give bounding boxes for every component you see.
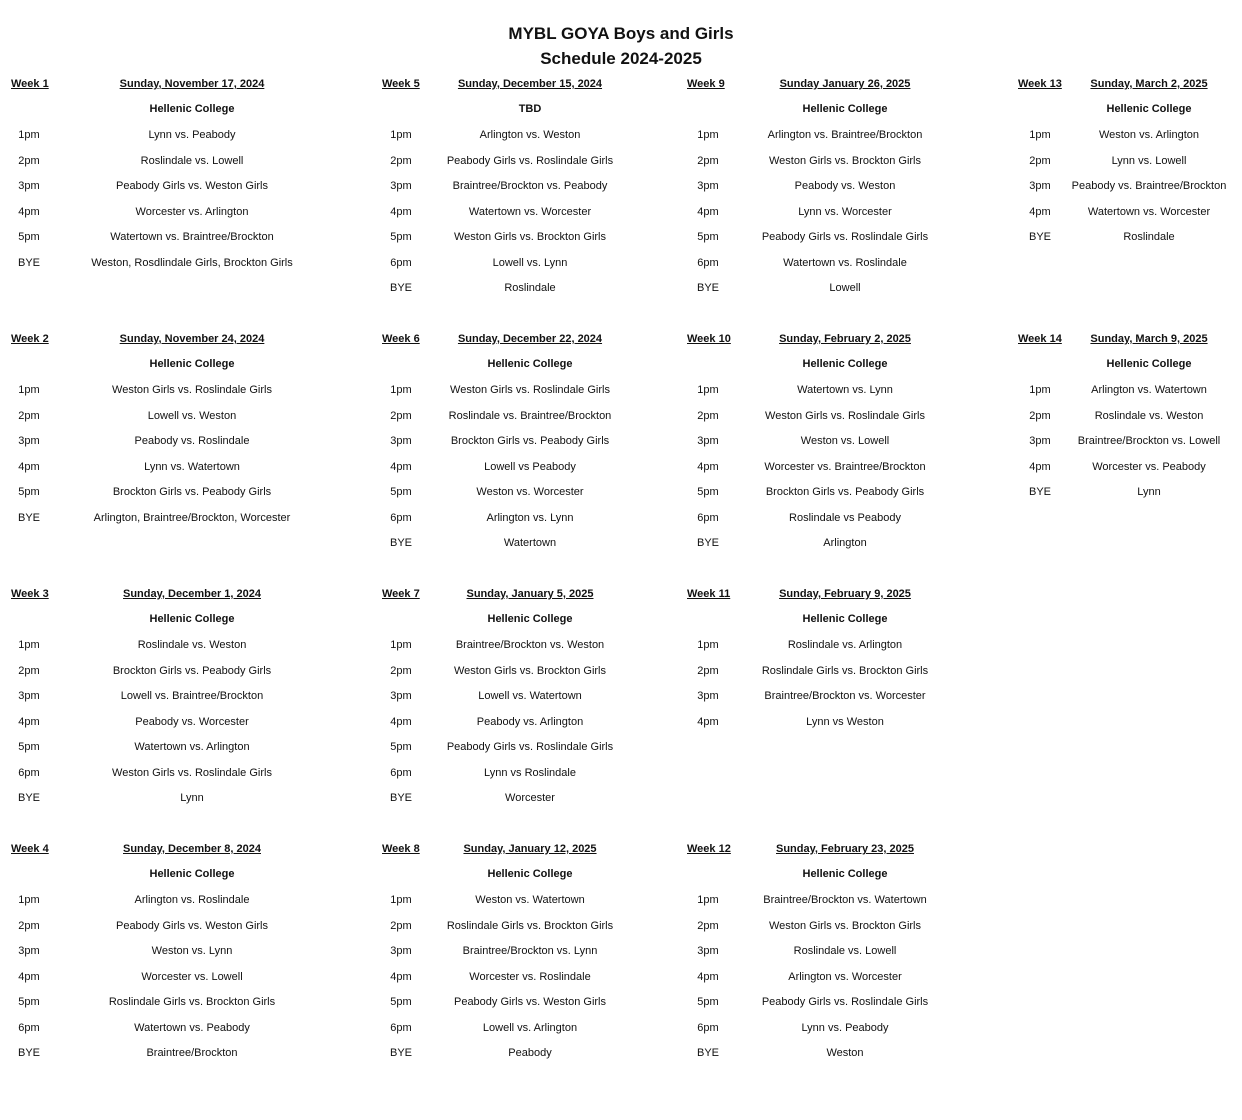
venue-label: Hellenic College <box>149 358 235 370</box>
week-date: Sunday, March 2, 2025 <box>1090 78 1208 90</box>
bye-label: BYE <box>389 792 412 804</box>
game-time: 4pm <box>18 205 40 218</box>
game-matchup: Peabody vs. Weston <box>794 180 896 192</box>
game-matchup: Worcester vs. Lowell <box>141 970 243 983</box>
bye-teams: Lynn <box>1137 486 1161 498</box>
game-time: 5pm <box>390 486 412 498</box>
game-matchup: Arlington vs. Braintree/Brockton <box>767 129 923 141</box>
game-time: 2pm <box>18 154 40 167</box>
game-time: 1pm <box>18 384 40 396</box>
game-time: 6pm <box>390 1021 412 1034</box>
game-matchup: Roslindale vs. Lowell <box>140 154 244 167</box>
bye-label: BYE <box>696 537 719 549</box>
game-matchup: Watertown vs. Arlington <box>134 741 250 753</box>
week-label: Week 8 <box>382 843 420 855</box>
game-time: 6pm <box>390 766 412 779</box>
game-time: 4pm <box>390 970 412 983</box>
bye-teams: Peabody <box>508 1047 552 1059</box>
game-time: 1pm <box>697 129 719 141</box>
bye-label: BYE <box>1028 486 1051 498</box>
game-time: 4pm <box>390 460 412 473</box>
game-time: 5pm <box>697 996 719 1008</box>
bye-teams: Lowell <box>829 282 861 294</box>
game-matchup: Weston Girls vs. Brockton Girls <box>454 231 606 243</box>
venue-label: Hellenic College <box>802 868 888 880</box>
game-time: 1pm <box>697 384 719 396</box>
game-matchup: Lowell vs. Watertown <box>478 690 582 702</box>
game-matchup: Worcester vs. Peabody <box>1092 460 1206 473</box>
bye-teams: Roslindale <box>1123 231 1175 243</box>
week-block <box>0 332 1242 592</box>
bye-label: BYE <box>17 511 40 524</box>
game-matchup: Roslindale vs. Weston <box>137 639 247 651</box>
game-matchup: Peabody Girls vs. Roslindale Girls <box>761 231 929 243</box>
venue-label: Hellenic College <box>1106 358 1192 370</box>
game-time: 1pm <box>697 639 719 651</box>
game-matchup: Arlington vs. Lynn <box>486 511 574 524</box>
game-time: 6pm <box>390 256 412 269</box>
bye-teams: Arlington <box>823 537 867 549</box>
venue-label: Hellenic College <box>149 103 235 115</box>
game-matchup: Weston vs. Arlington <box>1098 129 1200 141</box>
week-label: Week 3 <box>11 588 49 600</box>
week-date: Sunday, November 24, 2024 <box>119 333 265 345</box>
week-date: Sunday, February 23, 2025 <box>776 843 914 855</box>
game-time: 3pm <box>390 180 412 192</box>
game-time: 3pm <box>697 435 719 447</box>
game-matchup: Roslindale vs Peabody <box>789 511 901 524</box>
week-date: Sunday January 26, 2025 <box>779 78 911 90</box>
game-matchup: Brockton Girls vs. Peabody Girls <box>765 486 925 498</box>
game-time: 1pm <box>697 894 719 906</box>
game-time: 2pm <box>697 919 719 932</box>
week-date: Sunday, February 2, 2025 <box>779 333 911 345</box>
game-matchup: Braintree/Brockton vs. Weston <box>455 639 605 651</box>
game-time: 1pm <box>390 894 412 906</box>
game-matchup: Lynn vs. Peabody <box>148 129 236 141</box>
game-time: 2pm <box>697 409 719 422</box>
game-matchup: Braintree/Brockton vs. Lowell <box>1077 435 1221 447</box>
week-label: Week 1 <box>11 78 49 90</box>
game-matchup: Weston vs. Worcester <box>476 486 584 498</box>
schedule-subtitle: Schedule 2024-2025 <box>540 49 702 68</box>
game-matchup: Lowell vs Peabody <box>484 460 576 473</box>
week-date: Sunday, December 1, 2024 <box>123 588 261 600</box>
venue-label: Hellenic College <box>1106 103 1192 115</box>
game-time: 2pm <box>1029 409 1051 422</box>
game-time: 6pm <box>697 1021 719 1034</box>
bye-teams: Arlington, Braintree/Brockton, Worcester <box>93 511 291 524</box>
week-date: Sunday, February 9, 2025 <box>779 588 911 600</box>
game-time: 3pm <box>390 690 412 702</box>
game-matchup: Braintree/Brockton vs. Lynn <box>462 945 598 957</box>
game-matchup: Brockton Girls vs. Peabody Girls <box>112 664 272 677</box>
week-label: Week 14 <box>1018 333 1062 345</box>
week-date: Sunday, March 9, 2025 <box>1090 333 1208 345</box>
game-time: 3pm <box>697 180 719 192</box>
venue-label: Hellenic College <box>149 868 235 880</box>
bye-teams: Watertown <box>503 537 557 549</box>
bye-label: BYE <box>696 282 719 294</box>
game-time: 3pm <box>697 690 719 702</box>
week-label: Week 5 <box>382 78 420 90</box>
game-matchup: Arlington vs. Roslindale <box>134 894 250 906</box>
game-matchup: Weston Girls vs. Brockton Girls <box>769 154 921 167</box>
bye-teams: Worcester <box>505 792 555 804</box>
game-matchup: Arlington vs. Watertown <box>1091 384 1207 396</box>
week-label: Week 9 <box>687 78 725 90</box>
game-matchup: Lynn vs. Peabody <box>801 1021 889 1034</box>
game-time: 3pm <box>390 435 412 447</box>
game-time: 3pm <box>18 945 40 957</box>
game-matchup: Weston vs. Lynn <box>151 945 233 957</box>
game-matchup: Lowell vs. Braintree/Brockton <box>120 690 264 702</box>
schedule-title: MYBL GOYA Boys and Girls <box>508 24 734 43</box>
game-time: 4pm <box>697 715 719 728</box>
game-matchup: Braintree/Brockton vs. Peabody <box>452 180 608 192</box>
game-matchup: Peabody vs. Roslindale <box>134 435 250 447</box>
game-time: 2pm <box>697 154 719 167</box>
game-matchup: Worcester vs. Roslindale <box>469 970 591 983</box>
week-date: Sunday, December 8, 2024 <box>123 843 261 855</box>
game-time: 4pm <box>697 205 719 218</box>
venue-label: Hellenic College <box>487 868 573 880</box>
game-time: 2pm <box>390 409 412 422</box>
game-matchup: Lynn vs. Watertown <box>144 460 240 473</box>
game-matchup: Brockton Girls vs. Peabody Girls <box>450 435 610 447</box>
venue-label: Hellenic College <box>487 358 573 370</box>
game-matchup: Lowell vs. Weston <box>147 409 237 422</box>
game-time: 6pm <box>697 256 719 269</box>
game-matchup: Roslindale Girls vs. Brockton Girls <box>446 919 614 932</box>
game-matchup: Watertown vs. Worcester <box>1087 205 1211 218</box>
venue-label: Hellenic College <box>802 358 888 370</box>
game-matchup: Weston vs. Watertown <box>475 894 585 906</box>
bye-teams: Lynn <box>180 792 204 804</box>
week-date: Sunday, December 22, 2024 <box>457 333 603 345</box>
game-time: 6pm <box>697 511 719 524</box>
game-time: 4pm <box>697 460 719 473</box>
week-block <box>0 77 1242 337</box>
game-time: 2pm <box>390 664 412 677</box>
game-matchup: Peabody Girls vs. Roslindale Girls <box>446 154 614 167</box>
game-time: 4pm <box>1029 205 1051 218</box>
game-matchup: Roslindale Girls vs. Brockton Girls <box>108 996 276 1008</box>
game-time: 3pm <box>18 180 40 192</box>
game-matchup: Watertown vs. Roslindale <box>783 256 907 269</box>
game-matchup: Peabody vs. Worcester <box>135 715 249 728</box>
bye-teams: Roslindale <box>504 282 556 294</box>
game-matchup: Braintree/Brockton vs. Worcester <box>764 690 926 702</box>
game-matchup: Peabody vs. Arlington <box>476 715 584 728</box>
game-time: 1pm <box>390 639 412 651</box>
game-matchup: Braintree/Brockton vs. Watertown <box>763 894 927 906</box>
bye-teams: Weston <box>826 1047 864 1059</box>
game-matchup: Watertown vs. Peabody <box>134 1021 250 1034</box>
game-matchup: Peabody Girls vs. Roslindale Girls <box>761 996 929 1008</box>
venue-label: Hellenic College <box>802 613 888 625</box>
game-time: 1pm <box>18 639 40 651</box>
game-matchup: Roslindale vs. Arlington <box>787 639 903 651</box>
game-time: 5pm <box>18 486 40 498</box>
game-time: 3pm <box>1029 435 1051 447</box>
bye-teams: Weston, Rosdlindale Girls, Brockton Girls <box>91 256 293 269</box>
game-time: 2pm <box>1029 154 1051 167</box>
bye-label: BYE <box>17 256 40 269</box>
game-matchup: Brockton Girls vs. Peabody Girls <box>112 486 272 498</box>
game-time: 4pm <box>697 970 719 983</box>
week-label: Week 10 <box>687 333 731 345</box>
week-block <box>0 842 1242 1102</box>
game-matchup: Worcester vs. Arlington <box>135 205 249 218</box>
game-matchup: Arlington vs. Weston <box>479 129 581 141</box>
week-label: Week 2 <box>11 333 49 345</box>
game-matchup: Worcester vs. Braintree/Brockton <box>764 460 926 473</box>
venue-label: TBD <box>518 103 542 115</box>
bye-label: BYE <box>389 537 412 549</box>
game-time: 5pm <box>18 231 40 243</box>
game-time: 1pm <box>1029 129 1051 141</box>
week-label: Week 12 <box>687 843 731 855</box>
game-time: 2pm <box>18 409 40 422</box>
game-time: 4pm <box>390 205 412 218</box>
game-time: 2pm <box>697 664 719 677</box>
week-label: Week 4 <box>11 843 49 855</box>
week-label: Week 7 <box>382 588 420 600</box>
game-time: 2pm <box>18 919 40 932</box>
game-time: 1pm <box>18 894 40 906</box>
week-date: Sunday, January 12, 2025 <box>463 843 597 855</box>
game-matchup: Peabody Girls vs. Weston Girls <box>453 996 606 1008</box>
venue-label: Hellenic College <box>802 103 888 115</box>
game-time: 2pm <box>390 919 412 932</box>
game-time: 5pm <box>18 741 40 753</box>
game-matchup: Watertown vs. Worcester <box>468 205 592 218</box>
game-matchup: Roslindale vs. Lowell <box>793 945 897 957</box>
game-matchup: Weston Girls vs. Roslindale Girls <box>450 384 610 396</box>
game-time: 1pm <box>1029 384 1051 396</box>
game-time: 2pm <box>18 664 40 677</box>
game-matchup: Arlington vs. Worcester <box>788 970 902 983</box>
week-label: Week 13 <box>1018 78 1062 90</box>
game-matchup: Peabody Girls vs. Weston Girls <box>115 919 268 932</box>
bye-label: BYE <box>696 1047 719 1059</box>
week-date: Sunday, January 5, 2025 <box>466 588 594 600</box>
game-time: 3pm <box>18 435 40 447</box>
game-time: 3pm <box>1029 180 1051 192</box>
bye-label: BYE <box>17 1047 40 1059</box>
game-time: 1pm <box>18 129 40 141</box>
game-matchup: Roslindale Girls vs. Brockton Girls <box>761 664 929 677</box>
venue-label: Hellenic College <box>149 613 235 625</box>
game-time: 1pm <box>390 129 412 141</box>
week-date: Sunday, November 17, 2024 <box>119 78 265 90</box>
game-time: 3pm <box>390 945 412 957</box>
bye-teams: Braintree/Brockton <box>146 1047 238 1059</box>
game-time: 5pm <box>697 231 719 243</box>
game-time: 5pm <box>18 996 40 1008</box>
game-matchup: Weston Girls vs. Roslindale Girls <box>765 409 925 422</box>
game-matchup: Weston Girls vs. Roslindale Girls <box>112 384 272 396</box>
bye-label: BYE <box>389 1047 412 1059</box>
game-matchup: Lowell vs. Arlington <box>482 1021 578 1034</box>
week-label: Week 6 <box>382 333 420 345</box>
game-time: 3pm <box>697 945 719 957</box>
game-matchup: Lowell vs. Lynn <box>492 256 568 269</box>
game-time: 5pm <box>390 996 412 1008</box>
week-date: Sunday, December 15, 2024 <box>457 78 603 90</box>
game-matchup: Peabody vs. Braintree/Brockton <box>1071 180 1227 192</box>
game-matchup: Weston Girls vs. Roslindale Girls <box>112 766 272 779</box>
game-matchup: Weston vs. Lowell <box>800 435 890 447</box>
game-time: 5pm <box>697 486 719 498</box>
game-time: 2pm <box>390 154 412 167</box>
game-matchup: Weston Girls vs. Brockton Girls <box>454 664 606 677</box>
game-matchup: Roslindale vs. Weston <box>1094 409 1204 422</box>
game-matchup: Weston Girls vs. Brockton Girls <box>769 919 921 932</box>
game-time: 4pm <box>18 460 40 473</box>
bye-label: BYE <box>17 792 40 804</box>
game-time: 4pm <box>1029 460 1051 473</box>
game-matchup: Watertown vs. Lynn <box>797 384 893 396</box>
game-time: 1pm <box>390 384 412 396</box>
game-time: 4pm <box>18 970 40 983</box>
game-matchup: Lynn vs Roslindale <box>484 766 576 779</box>
game-matchup: Peabody Girls vs. Roslindale Girls <box>446 741 614 753</box>
game-time: 6pm <box>18 766 40 779</box>
game-matchup: Peabody Girls vs. Weston Girls <box>115 180 268 192</box>
bye-label: BYE <box>1028 231 1051 243</box>
game-time: 5pm <box>390 741 412 753</box>
week-label: Week 11 <box>687 588 731 600</box>
game-time: 3pm <box>18 690 40 702</box>
game-matchup: Lynn vs. Worcester <box>798 205 892 218</box>
game-time: 4pm <box>390 715 412 728</box>
game-time: 5pm <box>390 231 412 243</box>
game-matchup: Lynn vs. Lowell <box>1111 154 1187 167</box>
week-block <box>0 587 1242 847</box>
game-time: 6pm <box>18 1021 40 1034</box>
venue-label: Hellenic College <box>487 613 573 625</box>
game-matchup: Lynn vs Weston <box>806 715 884 728</box>
game-time: 4pm <box>18 715 40 728</box>
game-matchup: Roslindale vs. Braintree/Brockton <box>448 409 612 422</box>
bye-label: BYE <box>389 282 412 294</box>
game-matchup: Watertown vs. Braintree/Brockton <box>110 231 274 243</box>
game-time: 6pm <box>390 511 412 524</box>
